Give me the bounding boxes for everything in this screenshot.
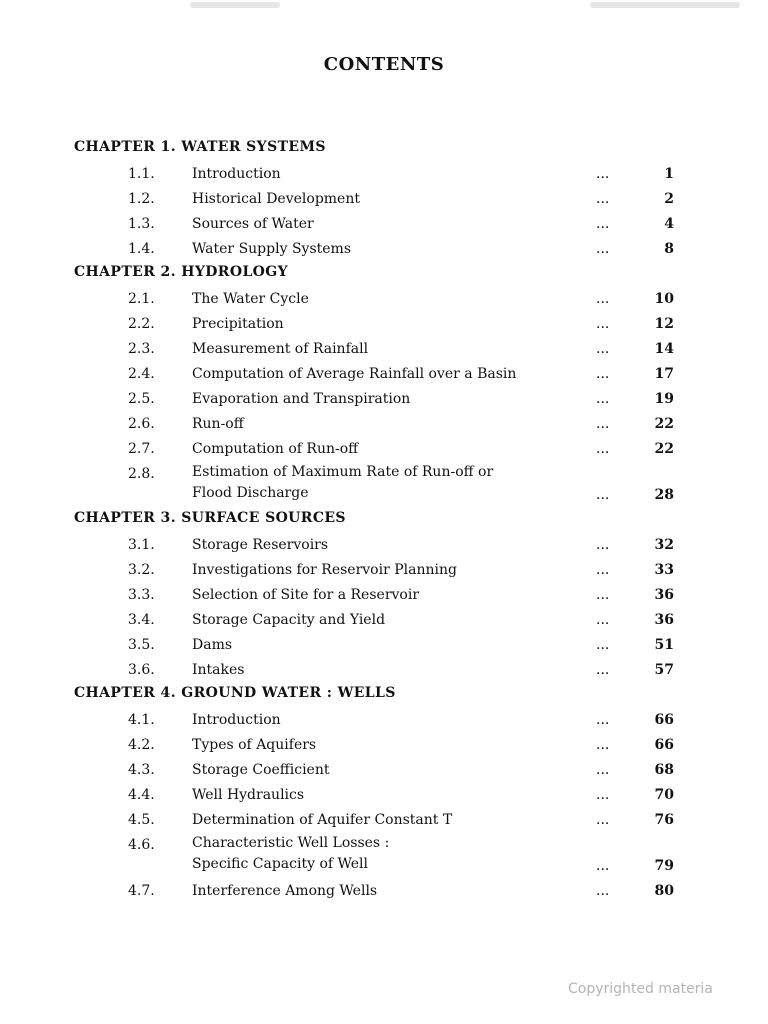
section-number: 3.1. [128, 537, 155, 553]
section-title-line: Introduction [192, 712, 281, 728]
toc-entry [0, 387, 768, 412]
header-smudge-right [590, 2, 740, 8]
section-title [192, 337, 368, 362]
section-title-line: Types of Aquifers [192, 737, 317, 753]
section-number: 4.5. [128, 812, 155, 828]
page-number: 10 [654, 291, 674, 307]
toc-entry [0, 162, 768, 187]
page-number: 36 [654, 587, 674, 603]
section-title [192, 162, 281, 187]
section-number: 2.6. [128, 416, 155, 432]
section-number: 4.6. [128, 837, 155, 853]
page-number: 51 [654, 637, 674, 653]
dot-leader: ... [596, 637, 610, 653]
page-number: 70 [654, 787, 674, 803]
toc-entry [0, 437, 768, 462]
section-number: 2.2. [128, 316, 155, 332]
dot-leader: ... [596, 441, 610, 457]
chapter-heading: CHAPTER 2. HYDROLOGY [74, 264, 289, 280]
section-title [192, 758, 329, 783]
copyright-watermark: Copyrighted materia [568, 981, 713, 997]
section-number: 2.3. [128, 341, 155, 357]
toc-entry [0, 558, 768, 583]
toc-entry [0, 879, 768, 904]
dot-leader: ... [596, 487, 610, 503]
section-title-line: Computation of Run-off [192, 441, 359, 457]
toc-entry [0, 362, 768, 387]
toc-entry [0, 212, 768, 237]
dot-leader: ... [596, 316, 610, 332]
section-title-line: Characteristic Well Losses : [192, 835, 390, 851]
dot-leader: ... [596, 812, 610, 828]
section-title-line: Determination of Aquifer Constant T [192, 812, 453, 828]
section-title [192, 583, 419, 608]
toc-entry [0, 337, 768, 362]
dot-leader: ... [596, 562, 610, 578]
page-number: 66 [654, 712, 674, 728]
toc-entry [0, 708, 768, 733]
toc-entry [0, 412, 768, 437]
table-of-contents [0, 137, 768, 904]
dot-leader: ... [596, 241, 610, 257]
chapter-heading: CHAPTER 1. WATER SYSTEMS [74, 139, 326, 155]
page-number: 14 [654, 341, 674, 357]
page-number: 66 [654, 737, 674, 753]
section-title [192, 733, 316, 758]
dot-leader: ... [596, 537, 610, 553]
toc-entry [0, 658, 768, 683]
page-number: 2 [664, 191, 674, 207]
toc-entry [0, 312, 768, 337]
chapter-heading: CHAPTER 4. GROUND WATER : WELLS [74, 685, 396, 701]
section-title [192, 533, 328, 558]
header-smudge-left [190, 2, 280, 8]
toc-entry [0, 187, 768, 212]
dot-leader: ... [596, 341, 610, 357]
section-title-line: Precipitation [192, 316, 284, 332]
page-number: 28 [654, 487, 674, 503]
dot-leader: ... [596, 366, 610, 382]
toc-entry [0, 808, 768, 833]
section-title-line: Flood Discharge [192, 485, 309, 501]
page-number: 4 [664, 216, 674, 232]
section-number: 1.1. [128, 166, 155, 182]
section-number: 4.3. [128, 762, 155, 778]
page-number: 1 [664, 166, 674, 182]
section-title [192, 608, 385, 633]
page-number: 17 [654, 366, 674, 382]
page-number: 8 [664, 241, 674, 257]
section-number: 4.7. [128, 883, 155, 899]
section-title-line: Estimation of Maximum Rate of Run-off or [192, 464, 494, 480]
section-title-line: Computation of Average Rainfall over a Basin [192, 366, 517, 382]
section-number: 3.5. [128, 637, 155, 653]
section-title-line: Water Supply Systems [192, 241, 351, 257]
section-title-line: Run-off [192, 416, 244, 432]
toc-entry [0, 533, 768, 558]
section-title-line: Dams [192, 637, 233, 653]
page-number: 12 [654, 316, 674, 332]
dot-leader: ... [596, 587, 610, 603]
dot-leader: ... [596, 662, 610, 678]
section-number: 1.2. [128, 191, 155, 207]
section-title-line: Sources of Water [192, 216, 314, 232]
section-number: 3.4. [128, 612, 155, 628]
section-title [192, 437, 358, 462]
section-title [192, 633, 232, 658]
section-title-line: Measurement of Rainfall [192, 341, 369, 357]
page-number: 79 [654, 858, 674, 874]
section-title [192, 287, 309, 312]
dot-leader: ... [596, 883, 610, 899]
section-number: 2.4. [128, 366, 155, 382]
section-number: 4.2. [128, 737, 155, 753]
page-number: 36 [654, 612, 674, 628]
toc-entry [0, 833, 768, 879]
toc-entry [0, 287, 768, 312]
dot-leader: ... [596, 291, 610, 307]
section-number: 1.4. [128, 241, 155, 257]
section-number: 4.4. [128, 787, 155, 803]
page-number: 32 [654, 537, 674, 553]
section-title [192, 312, 284, 337]
dot-leader: ... [596, 787, 610, 803]
dot-leader: ... [596, 762, 610, 778]
page-number: 33 [654, 562, 674, 578]
section-title-line: Introduction [192, 166, 281, 182]
section-title-line: Intakes [192, 662, 245, 678]
dot-leader: ... [596, 166, 610, 182]
section-title [192, 558, 457, 583]
section-title-line: Well Hydraulics [192, 787, 305, 803]
page-number: 22 [654, 441, 674, 457]
toc-entry [0, 633, 768, 658]
page-number: 68 [654, 762, 674, 778]
section-number: 3.2. [128, 562, 155, 578]
dot-leader: ... [596, 737, 610, 753]
page-number: 19 [654, 391, 674, 407]
toc-entry [0, 733, 768, 758]
page-number: 80 [654, 883, 674, 899]
page-title: CONTENTS [323, 54, 445, 75]
section-number: 3.3. [128, 587, 155, 603]
dot-leader: ... [596, 858, 610, 874]
section-title-line: Specific Capacity of Well [192, 856, 369, 872]
toc-entry [0, 583, 768, 608]
section-title [192, 212, 314, 237]
dot-leader: ... [596, 416, 610, 432]
section-title [192, 187, 360, 212]
section-title-line: Interference Among Wells [192, 883, 378, 899]
section-title-line: Storage Capacity and Yield [192, 612, 386, 628]
section-title [192, 412, 244, 437]
section-title [192, 237, 351, 262]
section-title [192, 387, 410, 412]
dot-leader: ... [596, 712, 610, 728]
dot-leader: ... [596, 216, 610, 232]
section-number: 1.3. [128, 216, 155, 232]
section-title [192, 833, 389, 875]
section-title [192, 658, 244, 683]
section-title-line: Evaporation and Transpiration [192, 391, 411, 407]
section-title-line: Storage Coefficient [192, 762, 330, 778]
section-title-line: The Water Cycle [192, 291, 309, 307]
section-title-line: Investigations for Reservoir Planning [192, 562, 457, 578]
section-title [192, 783, 304, 808]
chapter-heading: CHAPTER 3. SURFACE SOURCES [74, 510, 346, 526]
toc-entry [0, 462, 768, 508]
toc-entry [0, 758, 768, 783]
page-number: 57 [654, 662, 674, 678]
section-title-line: Storage Reservoirs [192, 537, 329, 553]
section-title [192, 879, 377, 904]
dot-leader: ... [596, 191, 610, 207]
section-number: 2.7. [128, 441, 155, 457]
page-number: 22 [654, 416, 674, 432]
toc-entry [0, 783, 768, 808]
section-number: 4.1. [128, 712, 155, 728]
section-number: 2.5. [128, 391, 155, 407]
toc-entry [0, 237, 768, 262]
section-title-line: Historical Development [192, 191, 360, 207]
section-title [192, 808, 452, 833]
page-number: 76 [654, 812, 674, 828]
section-number: 3.6. [128, 662, 155, 678]
section-title [192, 462, 493, 504]
section-number: 2.8. [128, 466, 155, 482]
section-number: 2.1. [128, 291, 155, 307]
toc-entry [0, 608, 768, 633]
section-title [192, 362, 516, 387]
dot-leader: ... [596, 391, 610, 407]
section-title [192, 708, 281, 733]
section-title-line: Selection of Site for a Reservoir [192, 587, 420, 603]
dot-leader: ... [596, 612, 610, 628]
